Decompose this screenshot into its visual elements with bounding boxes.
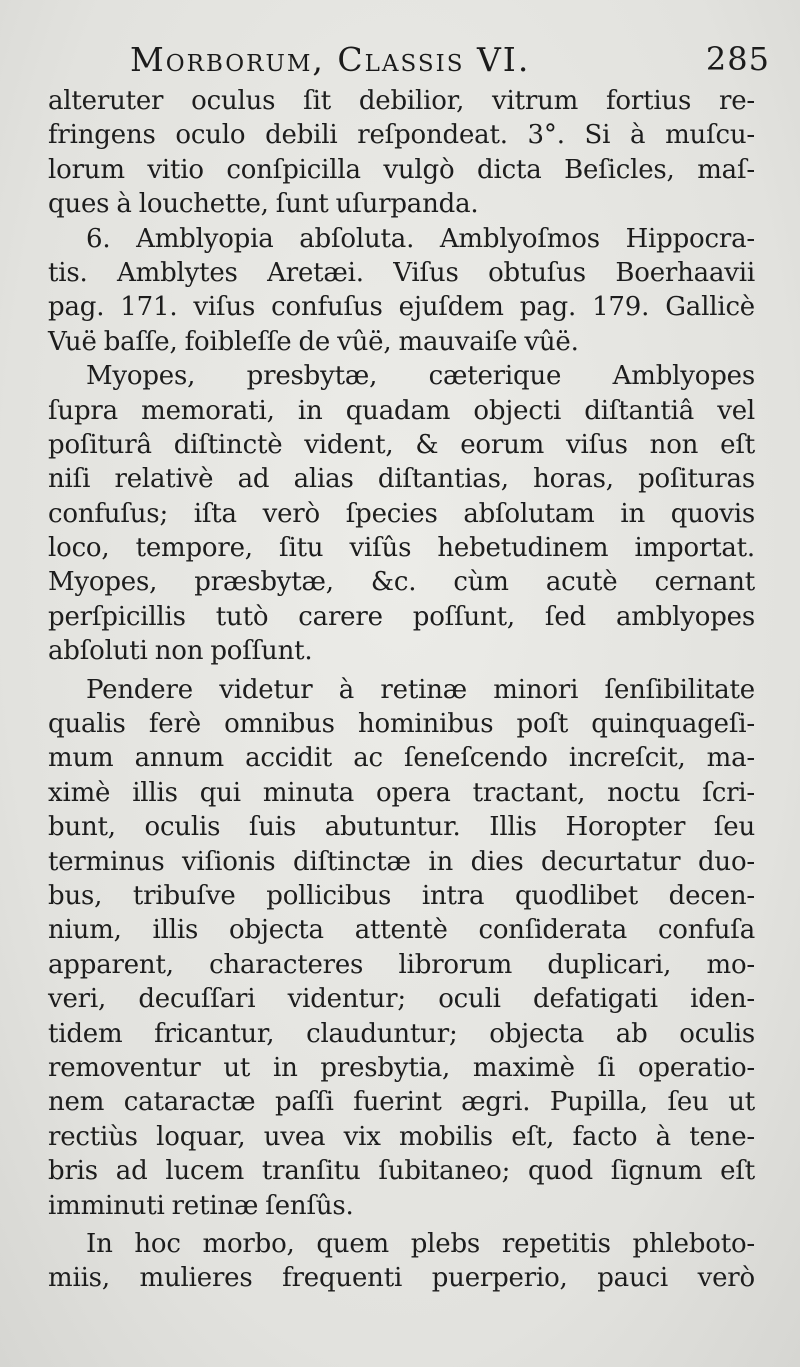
text-line: alteruter oculus ſit debilior, vitrum fortius re- [48,86,755,116]
text-line: lorum vitio conſpicilla vulgò dicta Beſicles, maſ- [48,154,755,185]
text-line: tidem fricantur, clauduntur; objecta ab oculis [48,1018,755,1049]
page-number: 285 [705,40,770,78]
text-line: nium, illis objecta attentè conſiderata confuſa [48,915,755,946]
text-line: miis, mulieres frequenti puerperio, pauci verò [48,1263,755,1294]
text-line: poſiturâ diſtinctè vident, & eorum viſus non eſt [48,429,755,460]
text-line: imminuti retinæ ſenſûs. [48,1190,354,1221]
paragraph [48,673,755,1223]
text-line: apparent, characteres librorum duplicari, mo- [48,949,755,980]
text-line: veri, decuſſari videntur; oculi defatigati iden- [48,984,755,1015]
paragraph [48,1227,755,1296]
text-line: rectiùs loquar, uvea vix mobilis eſt, facto à tene- [48,1121,755,1152]
text-line: Vuë baſſe, foibleſſe de vûë, mauvaiſe vûë. [48,326,579,357]
page-header [130,40,770,86]
text-line: bus, tribuſve pollicibus intra quodlibet decen- [48,880,755,911]
text-line: perſpicillis tutò carere poſſunt, ſed amblyopes [48,601,755,632]
text-line: niſi relativè ad alias diſtantias, horas, poſituras [48,464,755,495]
text-line: abſoluti non poſſunt. [48,636,313,667]
text-line: 6. Amblyopia abſoluta. Amblyoſmos Hippocra- [86,223,755,254]
text-line: qualis ferè omnibus hominibus poſt quinquageſi- [48,709,755,740]
text-line: Myopes, presbytæ, cæterique Amblyopes [86,361,755,392]
text-line: bunt, oculis ſuis abutuntur. Illis Horopter ſeu [48,812,755,843]
text-line: ſupra memorati, in quadam objecti diſtantiâ vel [48,395,755,426]
text-line: nem cataractæ paſſi fuerint ægri. Pupilla, ſeu ut [48,1087,755,1118]
text-line: bris ad lucem tranſitu ſubitaneo; quod ſignum eſt [48,1156,755,1187]
text-line: confuſus; iſta verò ſpecies abſolutam in quovis [48,498,755,529]
text-line: removentur ut in presbytia, maximè ſi operatio- [48,1052,755,1083]
paragraph [48,222,755,360]
running-title: Morborum, Classis VI. [130,40,531,79]
paragraph [48,84,755,222]
text-line: mum annum accidit ac ſeneſcendo increſcit, ma- [48,743,755,774]
text-line: ques à louchette, ſunt uſurpanda. [48,189,479,220]
body-text [48,84,755,1296]
text-line: loco, tempore, ſitu viſûs hebetudinem importat. [48,533,755,564]
paragraph [48,359,755,669]
text-line: In hoc morbo, quem plebs repetitis phleboto- [86,1228,755,1259]
text-line: terminus viſionis diſtinctæ in dies decurtatur duo- [48,846,755,877]
text-line: pag. 171. viſus confuſus ejuſdem pag. 179. Gallicè [48,292,755,323]
text-line: Pendere videtur à retinæ minori ſenſibilitate [86,674,755,705]
text-line: tis. Amblytes Aretæi. Viſus obtuſus Boerhaavii [48,257,755,288]
text-line: ximè illis qui minuta opera tractant, noctu ſcri- [48,777,755,808]
text-line: fringens oculo debili reſpondeat. 3°. Si à muſcu- [48,120,755,151]
text-line: Myopes, præsbytæ, &c. cùm acutè cernant [48,567,755,598]
